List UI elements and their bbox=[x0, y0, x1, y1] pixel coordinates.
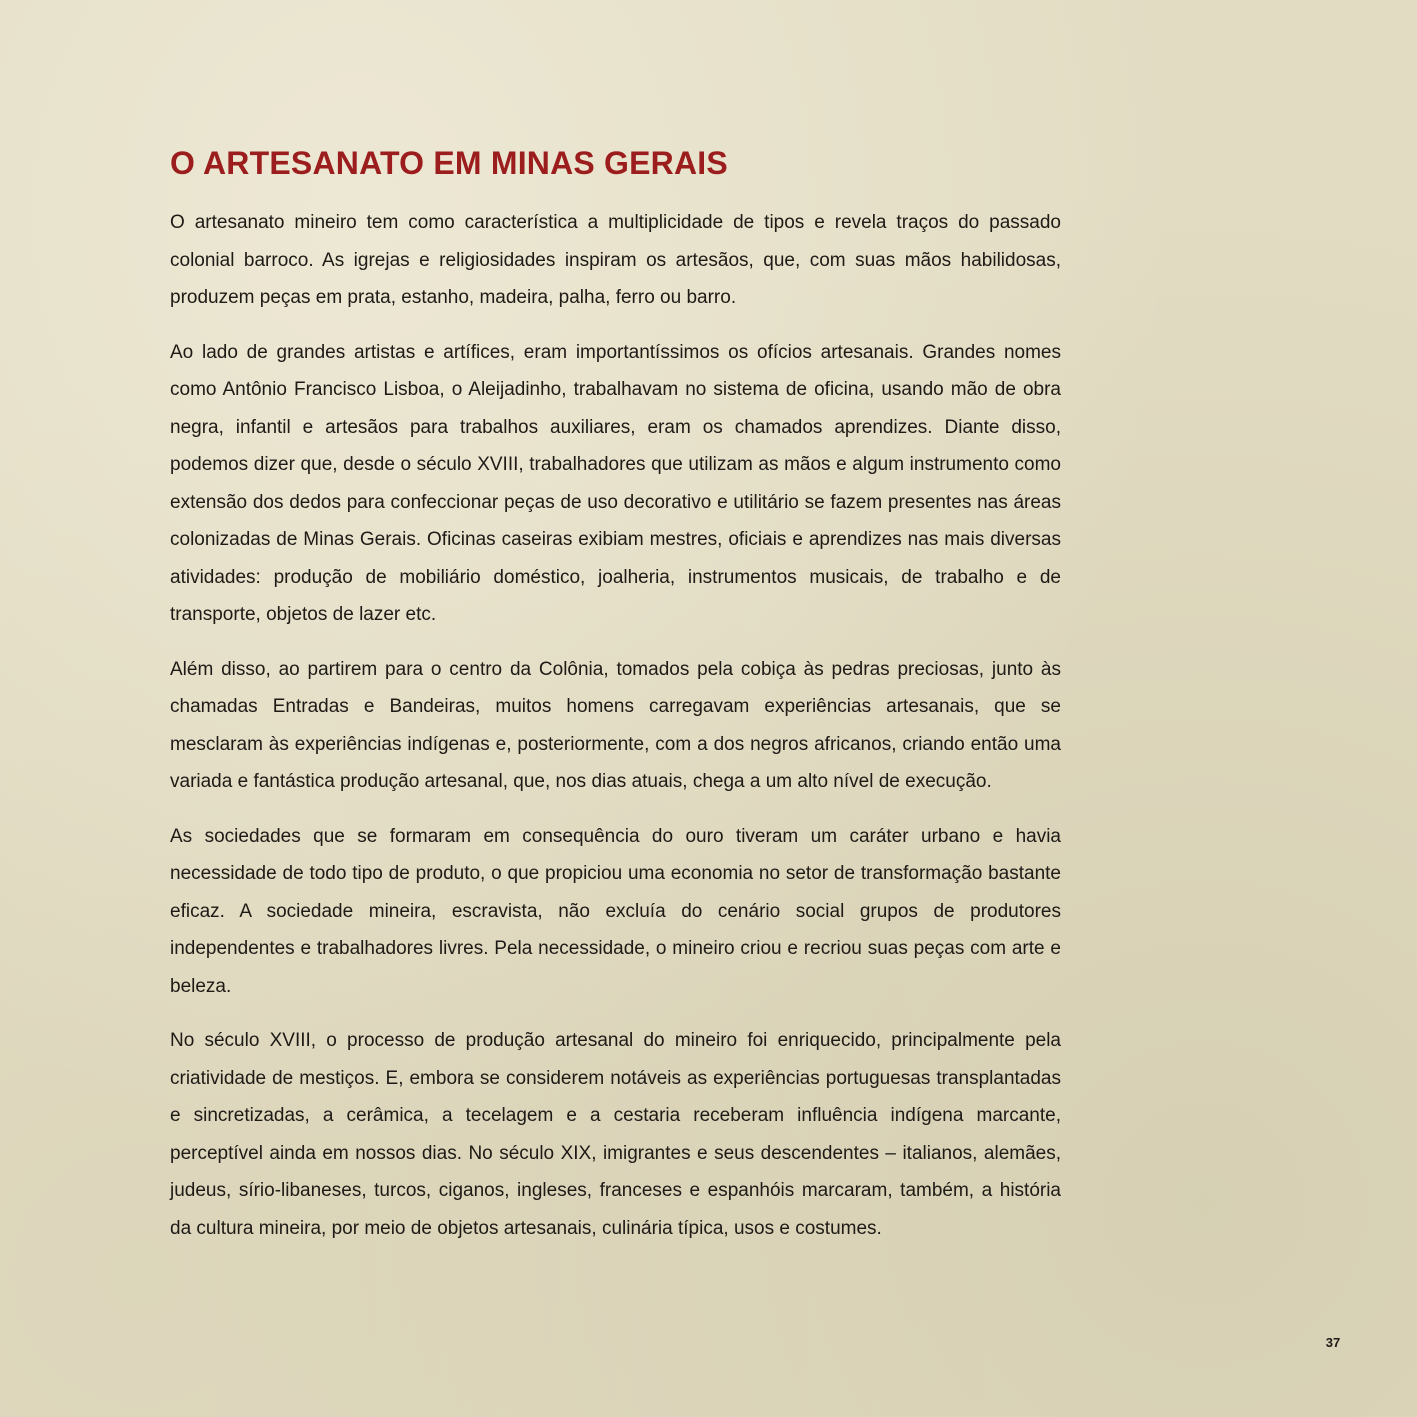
page-number: 37 bbox=[1325, 1335, 1341, 1350]
paragraph-5: No século XVIII, o processo de produção artesanal do mineiro foi enriquecido, principalmente pela criatividade de mestiços. E, embora se considerem notáveis as experiências portuguesas transplantadas e sincretizadas, a cerâmica, a tecelagem e a cestaria receberam influência indígena marcante, perceptível ainda em nossos dias. No século XIX, imigrantes e seus descendentes – italianos, alemães, judeus, sírio-libaneses, turcos, ciganos, ingleses, franceses e espanhóis marcaram, também, a história da cultura mineira, por meio de objetos artesanais, culinária típica, usos e costumes. bbox=[170, 1030, 1061, 1239]
body-text bbox=[170, 204, 1061, 1264]
page-title: O ARTESANATO EM MINAS GERAIS bbox=[170, 145, 728, 181]
paragraph-2: Ao lado de grandes artistas e artífices, eram importantíssimos os ofícios artesanais. Grandes nomes como Antônio Francisco Lisboa, o Aleijadinho, trabalhavam no sistema de oficina, usando mão de obra negra, infantil e artesãos para trabalhos auxiliares, eram os chamados aprendizes. Diante disso, podemos dizer que, desde o século XVIII, trabalhadores que utilizam as mãos e algum instrumento como extensão dos dedos para confeccionar peças de uso decorativo e utilitário se fazem presentes nas áreas colonizadas de Minas Gerais. Oficinas caseiras exibiam mestres, oficiais e aprendizes nas mais diversas atividades: produção de mobiliário doméstico, joalheria, instrumentos musicais, de trabalho e de transporte, objetos de lazer etc. bbox=[170, 341, 1061, 625]
paragraph-4: As sociedades que se formaram em consequência do ouro tiveram um caráter urbano e havia necessidade de todo tipo de produto, o que propiciou uma economia no setor de transformação bastante eficaz. A sociedade mineira, escravista, não excluía do cenário social grupos de produtores independentes e trabalhadores livres. Pela necessidade, o mineiro criou e recriou suas peças com arte e beleza. bbox=[170, 825, 1061, 997]
paragraph-1: O artesanato mineiro tem como característica a multiplicidade de tipos e revela traços do passado colonial barroco. As igrejas e religiosidades inspiram os artesãos, que, com suas mãos habilidosas, produzem peças em prata, estanho, madeira, palha, ferro ou barro. bbox=[170, 212, 1061, 308]
paragraph-3: Além disso, ao partirem para o centro da Colônia, tomados pela cobiça às pedras preciosas, junto às chamadas Entradas e Bandeiras, muitos homens carregavam experiências artesanais, que se mesclaram às experiências indígenas e, posteriormente, com a dos negros africanos, criando então uma variada e fantástica produção artesanal, que, nos dias atuais, chega a um alto nível de execução. bbox=[170, 658, 1061, 792]
